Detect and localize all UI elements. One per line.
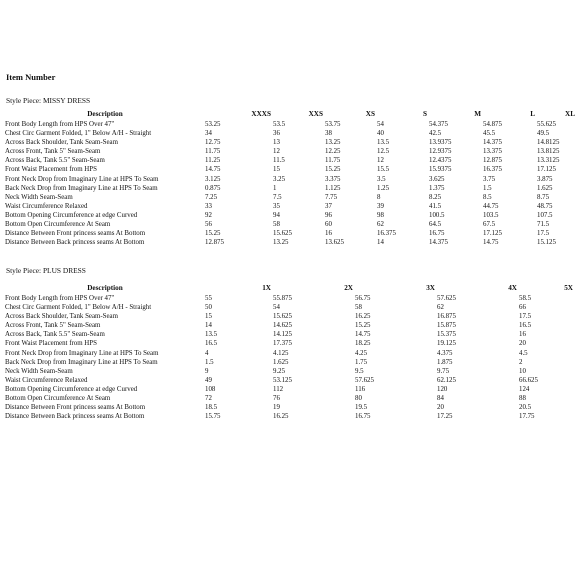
plus-description-header: Description <box>87 284 123 292</box>
missy-measurement-cell: 53.75 <box>325 121 341 128</box>
missy-measurement-cell: 11.5 <box>273 157 285 165</box>
plus-measurement-cell: 4.375 <box>437 349 453 357</box>
missy-measurement-cell: 58 <box>273 221 280 229</box>
missy-measurement-cell: 8.5 <box>483 193 492 201</box>
missy-measurement-cell: 54.875 <box>483 121 502 128</box>
plus-table-row <box>5 339 575 348</box>
missy-size-header: XXXS <box>251 110 271 118</box>
missy-measurement-cell: 38 <box>325 130 332 138</box>
missy-measurement-cell: 64.5 <box>429 221 442 229</box>
missy-measurement-cell: 13.3125 <box>537 157 560 165</box>
plus-measurement-cell: 4.5 <box>519 349 528 357</box>
missy-size-header: XXS <box>308 110 323 118</box>
missy-header-row <box>5 109 577 120</box>
missy-measurement-cell: 1.125 <box>325 184 341 192</box>
plus-measurement-cell: 16 <box>519 331 526 339</box>
missy-measurement-cell: 44.75 <box>483 202 499 210</box>
missy-measurement-cell: 36 <box>273 130 280 138</box>
missy-measurement-cell: 11.75 <box>205 148 221 156</box>
plus-size-header: 5X <box>564 284 573 292</box>
missy-measurement-cell: 13.8125 <box>537 148 560 156</box>
missy-description-header: Description <box>87 110 123 118</box>
missy-measurement-cell: 3.125 <box>205 175 221 183</box>
missy-measurement-cell: 34 <box>205 130 212 138</box>
plus-measurement-cell: 17.25 <box>437 413 453 421</box>
plus-measurement-cell: 120 <box>437 385 448 393</box>
missy-size-header: M <box>474 110 481 118</box>
plus-measurement-cell: 15.75 <box>205 413 221 421</box>
missy-measurement-cell: 13.25 <box>325 139 341 147</box>
missy-measurement-cell: 14.375 <box>429 239 448 247</box>
missy-table-row <box>5 220 577 229</box>
plus-measurement-cell: 14.125 <box>273 331 292 339</box>
missy-row-description: Front Neck Drop from Imaginary Line at HPS To Seam <box>5 175 159 183</box>
missy-measurement-cell: 12.9375 <box>429 148 452 156</box>
missy-measurement-cell: 13.25 <box>273 239 289 247</box>
missy-measurement-cell: 103.5 <box>483 211 499 219</box>
missy-row-description: Bottom Opening Circumference at edge Curved <box>5 211 138 219</box>
missy-measurement-cell: 13.9375 <box>429 139 452 147</box>
missy-table-row <box>5 211 577 220</box>
plus-measurement-cell: 18.25 <box>355 340 371 348</box>
missy-measurement-cell: 55.625 <box>537 121 556 128</box>
plus-measurement-cell: 4.125 <box>273 349 289 357</box>
plus-measurement-cell: 108 <box>205 385 216 393</box>
missy-measurement-cell: 12.25 <box>325 148 341 156</box>
missy-measurement-cell: 60 <box>325 221 332 229</box>
plus-measurement-cell: 16.25 <box>355 313 371 321</box>
plus-measurement-cell: 4.25 <box>355 349 368 357</box>
missy-spec-table <box>5 109 577 247</box>
plus-row-description: Neck Width Seam-Seam <box>5 367 73 375</box>
plus-measurement-cell: 88 <box>519 395 526 403</box>
plus-measurement-cell: 57.625 <box>437 295 456 302</box>
plus-measurement-cell: 16.5 <box>519 322 532 330</box>
plus-measurement-cell: 9 <box>205 367 209 375</box>
plus-table-row <box>5 385 575 394</box>
missy-table-row <box>5 202 577 211</box>
missy-table-row <box>5 229 577 238</box>
plus-measurement-cell: 10 <box>519 367 526 375</box>
plus-measurement-cell: 56.75 <box>355 295 371 302</box>
missy-measurement-cell: 14.8125 <box>537 139 560 147</box>
plus-measurement-cell: 16.75 <box>355 413 371 421</box>
plus-spec-table <box>5 283 575 421</box>
missy-measurement-cell: 16.75 <box>429 230 445 238</box>
missy-measurement-cell: 12 <box>377 157 384 165</box>
missy-measurement-cell: 48.75 <box>537 202 553 210</box>
missy-measurement-cell: 100.5 <box>429 211 445 219</box>
plus-table-row <box>5 303 575 312</box>
missy-measurement-cell: 12.75 <box>205 139 221 147</box>
missy-table-row <box>5 156 577 165</box>
plus-table-row <box>5 312 575 321</box>
plus-row-description: Bottom Open Circumference At Seam <box>5 395 111 403</box>
missy-measurement-cell: 14.75 <box>483 239 499 247</box>
missy-size-header: XL <box>565 110 575 118</box>
plus-measurement-cell: 84 <box>437 395 444 403</box>
missy-measurement-cell: 13.375 <box>483 148 502 156</box>
missy-measurement-cell: 15 <box>273 166 280 174</box>
missy-measurement-cell: 3.5 <box>377 175 386 183</box>
plus-measurement-cell: 53.125 <box>273 376 292 384</box>
plus-measurement-cell: 20.5 <box>519 404 532 412</box>
missy-measurement-cell: 35 <box>273 202 280 210</box>
missy-row-description: Front Body Length from HPS Over 47" <box>5 121 115 128</box>
missy-row-description: Back Neck Drop from Imaginary Line at HPS To Seam <box>5 184 158 192</box>
plus-measurement-cell: 16.5 <box>205 340 218 348</box>
plus-table-row <box>5 394 575 403</box>
missy-measurement-cell: 49.5 <box>537 130 550 138</box>
plus-measurement-cell: 62 <box>437 304 444 312</box>
missy-row-description: Distance Between Back princess seams At Bottom <box>5 239 145 247</box>
plus-measurement-cell: 13.5 <box>205 331 218 339</box>
plus-table-row <box>5 403 575 412</box>
missy-measurement-cell: 3.25 <box>273 175 286 183</box>
missy-measurement-cell: 45.5 <box>483 130 496 138</box>
missy-measurement-cell: 98 <box>377 211 384 219</box>
plus-measurement-cell: 16.875 <box>437 313 456 321</box>
missy-measurement-cell: 37 <box>325 202 332 210</box>
missy-measurement-cell: 17.5 <box>537 230 550 238</box>
plus-size-header: 3X <box>426 284 435 292</box>
plus-measurement-cell: 19.5 <box>355 404 368 412</box>
plus-measurement-cell: 55.875 <box>273 295 292 302</box>
plus-measurement-cell: 72 <box>205 395 212 403</box>
plus-row-description: Chest Circ Garment Folded, 1" Below A/H - Straight <box>5 304 152 312</box>
missy-measurement-cell: 3.875 <box>537 175 553 183</box>
missy-table-row <box>5 165 577 174</box>
missy-measurement-cell: 1.5 <box>483 184 492 192</box>
plus-measurement-cell: 55 <box>205 295 212 302</box>
plus-measurement-cell: 50 <box>205 304 212 312</box>
plus-row-description: Distance Between Back princess seams At Bottom <box>5 413 145 421</box>
plus-row-description: Front Neck Drop from Imaginary Line at HPS To Seam <box>5 349 159 357</box>
plus-measurement-cell: 17.375 <box>273 340 292 348</box>
missy-measurement-cell: 7.25 <box>205 193 218 201</box>
missy-measurement-cell: 15.9375 <box>429 166 452 174</box>
missy-measurement-cell: 42.5 <box>429 130 442 138</box>
plus-measurement-cell: 112 <box>273 385 284 393</box>
plus-table-row <box>5 294 575 303</box>
missy-measurement-cell: 67.5 <box>483 221 496 229</box>
missy-row-description: Chest Circ Garment Folded, 1" Below A/H - Straight <box>5 130 152 138</box>
missy-measurement-cell: 62 <box>377 221 384 229</box>
plus-measurement-cell: 1.875 <box>437 358 453 366</box>
missy-measurement-cell: 12.875 <box>205 239 224 247</box>
missy-measurement-cell: 13.5 <box>377 139 390 147</box>
missy-measurement-cell: 0.875 <box>205 184 221 192</box>
plus-table-row <box>5 367 575 376</box>
plus-measurement-cell: 20 <box>437 404 444 412</box>
plus-measurement-cell: 17.5 <box>519 313 532 321</box>
missy-table-row <box>5 120 577 129</box>
missy-table-row <box>5 193 577 202</box>
plus-measurement-cell: 1.75 <box>355 358 368 366</box>
style-piece-plus: Style Piece: PLUS DRESS <box>6 266 86 275</box>
missy-measurement-cell: 94 <box>273 211 280 219</box>
plus-measurement-cell: 54 <box>273 304 280 312</box>
plus-measurement-cell: 58.5 <box>519 295 532 302</box>
plus-measurement-cell: 20 <box>519 340 526 348</box>
plus-size-header: 4X <box>508 284 517 292</box>
plus-measurement-cell: 57.625 <box>355 376 374 384</box>
missy-measurement-cell: 17.125 <box>537 166 556 174</box>
missy-measurement-cell: 1.375 <box>429 184 445 192</box>
missy-measurement-cell: 13.625 <box>325 239 344 247</box>
missy-measurement-cell: 7.75 <box>325 193 338 201</box>
missy-measurement-cell: 53.25 <box>205 121 221 128</box>
missy-measurement-cell: 3.625 <box>429 175 445 183</box>
plus-measurement-cell: 116 <box>355 385 366 393</box>
missy-measurement-cell: 11.75 <box>325 157 341 165</box>
missy-measurement-cell: 8.25 <box>429 193 442 201</box>
plus-row-description: Distance Between Front princess seams At Bottom <box>5 404 146 412</box>
plus-measurement-cell: 15.375 <box>437 331 456 339</box>
missy-table-row <box>5 238 577 247</box>
missy-row-description: Neck Width Seam-Seam <box>5 193 73 201</box>
missy-row-description: Front Waist Placement from HPS <box>5 166 97 174</box>
missy-measurement-cell: 53.5 <box>273 121 286 128</box>
plus-table-row <box>5 412 575 421</box>
plus-measurement-cell: 76 <box>273 395 280 403</box>
style-piece-missy: Style Piece: MISSY DRESS <box>6 96 91 105</box>
plus-row-description: Back Neck Drop from Imaginary Line at HPS To Seam <box>5 358 158 366</box>
missy-measurement-cell: 13 <box>273 139 280 147</box>
missy-table-row <box>5 138 577 147</box>
item-number-label: Item Number <box>6 72 56 82</box>
missy-table-row <box>5 129 577 138</box>
missy-measurement-cell: 17.125 <box>483 230 502 238</box>
plus-measurement-cell: 49 <box>205 376 212 384</box>
plus-row-description: Front Waist Placement from HPS <box>5 340 97 348</box>
missy-measurement-cell: 3.75 <box>483 175 496 183</box>
missy-measurement-cell: 12.5 <box>377 148 390 156</box>
missy-measurement-cell: 1.25 <box>377 184 390 192</box>
missy-measurement-cell: 92 <box>205 211 212 219</box>
plus-measurement-cell: 15.25 <box>355 322 371 330</box>
plus-row-description: Across Front, Tank 5" Seam-Seam <box>5 322 101 330</box>
missy-measurement-cell: 14 <box>377 239 384 247</box>
plus-header-row <box>5 283 575 294</box>
plus-measurement-cell: 17.75 <box>519 413 535 421</box>
plus-table-row <box>5 358 575 367</box>
missy-measurement-cell: 107.5 <box>537 211 553 219</box>
missy-measurement-cell: 1.625 <box>537 184 553 192</box>
plus-measurement-cell: 66 <box>519 304 526 312</box>
missy-measurement-cell: 71.5 <box>537 221 550 229</box>
missy-measurement-cell: 15.25 <box>325 166 341 174</box>
plus-measurement-cell: 58 <box>355 304 362 312</box>
missy-table-row <box>5 147 577 156</box>
missy-row-description: Distance Between Front princess seams At Bottom <box>5 230 146 238</box>
plus-measurement-cell: 9.75 <box>437 367 450 375</box>
plus-measurement-cell: 18.5 <box>205 404 218 412</box>
plus-measurement-cell: 14 <box>205 322 212 330</box>
missy-measurement-cell: 16 <box>325 230 332 238</box>
missy-row-description: Across Front, Tank 5" Seam-Seam <box>5 148 101 156</box>
missy-measurement-cell: 40 <box>377 130 384 138</box>
missy-measurement-cell: 14.75 <box>205 166 221 174</box>
missy-measurement-cell: 3.375 <box>325 175 341 183</box>
plus-row-description: Across Back, Tank 5.5" Seam-Seam <box>5 331 105 339</box>
plus-measurement-cell: 66.625 <box>519 376 538 384</box>
missy-row-description: Across Back Shoulder, Tank Seam-Seam <box>5 139 118 147</box>
missy-size-header: S <box>423 110 427 118</box>
plus-table-row <box>5 330 575 339</box>
plus-table-row <box>5 376 575 385</box>
plus-measurement-cell: 14.75 <box>355 331 371 339</box>
plus-measurement-cell: 9.5 <box>355 367 364 375</box>
missy-table-row <box>5 175 577 184</box>
missy-measurement-cell: 8.75 <box>537 193 550 201</box>
plus-measurement-cell: 16.25 <box>273 413 289 421</box>
plus-measurement-cell: 14.625 <box>273 322 292 330</box>
missy-measurement-cell: 11.25 <box>205 157 221 165</box>
plus-table-row <box>5 321 575 330</box>
plus-measurement-cell: 15.625 <box>273 313 292 321</box>
missy-table-body <box>5 120 577 247</box>
missy-size-header: XS <box>365 110 375 118</box>
plus-measurement-cell: 62.125 <box>437 376 456 384</box>
missy-row-description: Bottom Open Circumference At Seam <box>5 221 111 229</box>
plus-measurement-cell: 19.125 <box>437 340 456 348</box>
plus-table-body <box>5 294 575 421</box>
missy-size-header: L <box>530 110 535 118</box>
plus-measurement-cell: 1.5 <box>205 358 214 366</box>
missy-measurement-cell: 41.5 <box>429 202 442 210</box>
missy-measurement-cell: 16.375 <box>377 230 396 238</box>
plus-measurement-cell: 9.25 <box>273 367 286 375</box>
missy-measurement-cell: 12.875 <box>483 157 502 165</box>
missy-measurement-cell: 12.4375 <box>429 157 452 165</box>
missy-measurement-cell: 8 <box>377 193 381 201</box>
plus-measurement-cell: 1.625 <box>273 358 289 366</box>
plus-size-header: 1X <box>262 284 271 292</box>
missy-measurement-cell: 96 <box>325 211 332 219</box>
plus-measurement-cell: 4 <box>205 349 209 357</box>
missy-measurement-cell: 56 <box>205 221 212 229</box>
missy-measurement-cell: 1 <box>273 184 277 192</box>
missy-measurement-cell: 15.625 <box>273 230 292 238</box>
plus-measurement-cell: 15.875 <box>437 322 456 330</box>
plus-measurement-cell: 124 <box>519 385 530 393</box>
missy-measurement-cell: 14.375 <box>483 139 502 147</box>
plus-measurement-cell: 15 <box>205 313 212 321</box>
missy-row-description: Across Back, Tank 5.5" Seam-Seam <box>5 157 105 165</box>
plus-row-description: Across Back Shoulder, Tank Seam-Seam <box>5 313 118 321</box>
missy-measurement-cell: 15.5 <box>377 166 390 174</box>
missy-table-row <box>5 184 577 193</box>
plus-measurement-cell: 2 <box>519 358 523 366</box>
missy-measurement-cell: 7.5 <box>273 193 282 201</box>
missy-measurement-cell: 39 <box>377 202 384 210</box>
missy-row-description: Waist Circumference Relaxed <box>5 202 88 210</box>
missy-measurement-cell: 15.25 <box>205 230 221 238</box>
plus-measurement-cell: 19 <box>273 404 280 412</box>
missy-measurement-cell: 12 <box>273 148 280 156</box>
plus-row-description: Waist Circumference Relaxed <box>5 376 88 384</box>
missy-measurement-cell: 33 <box>205 202 212 210</box>
missy-measurement-cell: 16.375 <box>483 166 502 174</box>
missy-measurement-cell: 15.125 <box>537 239 556 247</box>
plus-row-description: Bottom Opening Circumference at edge Curved <box>5 385 138 393</box>
plus-measurement-cell: 80 <box>355 395 362 403</box>
missy-measurement-cell: 54 <box>377 121 384 128</box>
plus-table-row <box>5 349 575 358</box>
missy-measurement-cell: 54.375 <box>429 121 448 128</box>
plus-row-description: Front Body Length from HPS Over 47" <box>5 295 115 302</box>
plus-size-header: 2X <box>344 284 353 292</box>
